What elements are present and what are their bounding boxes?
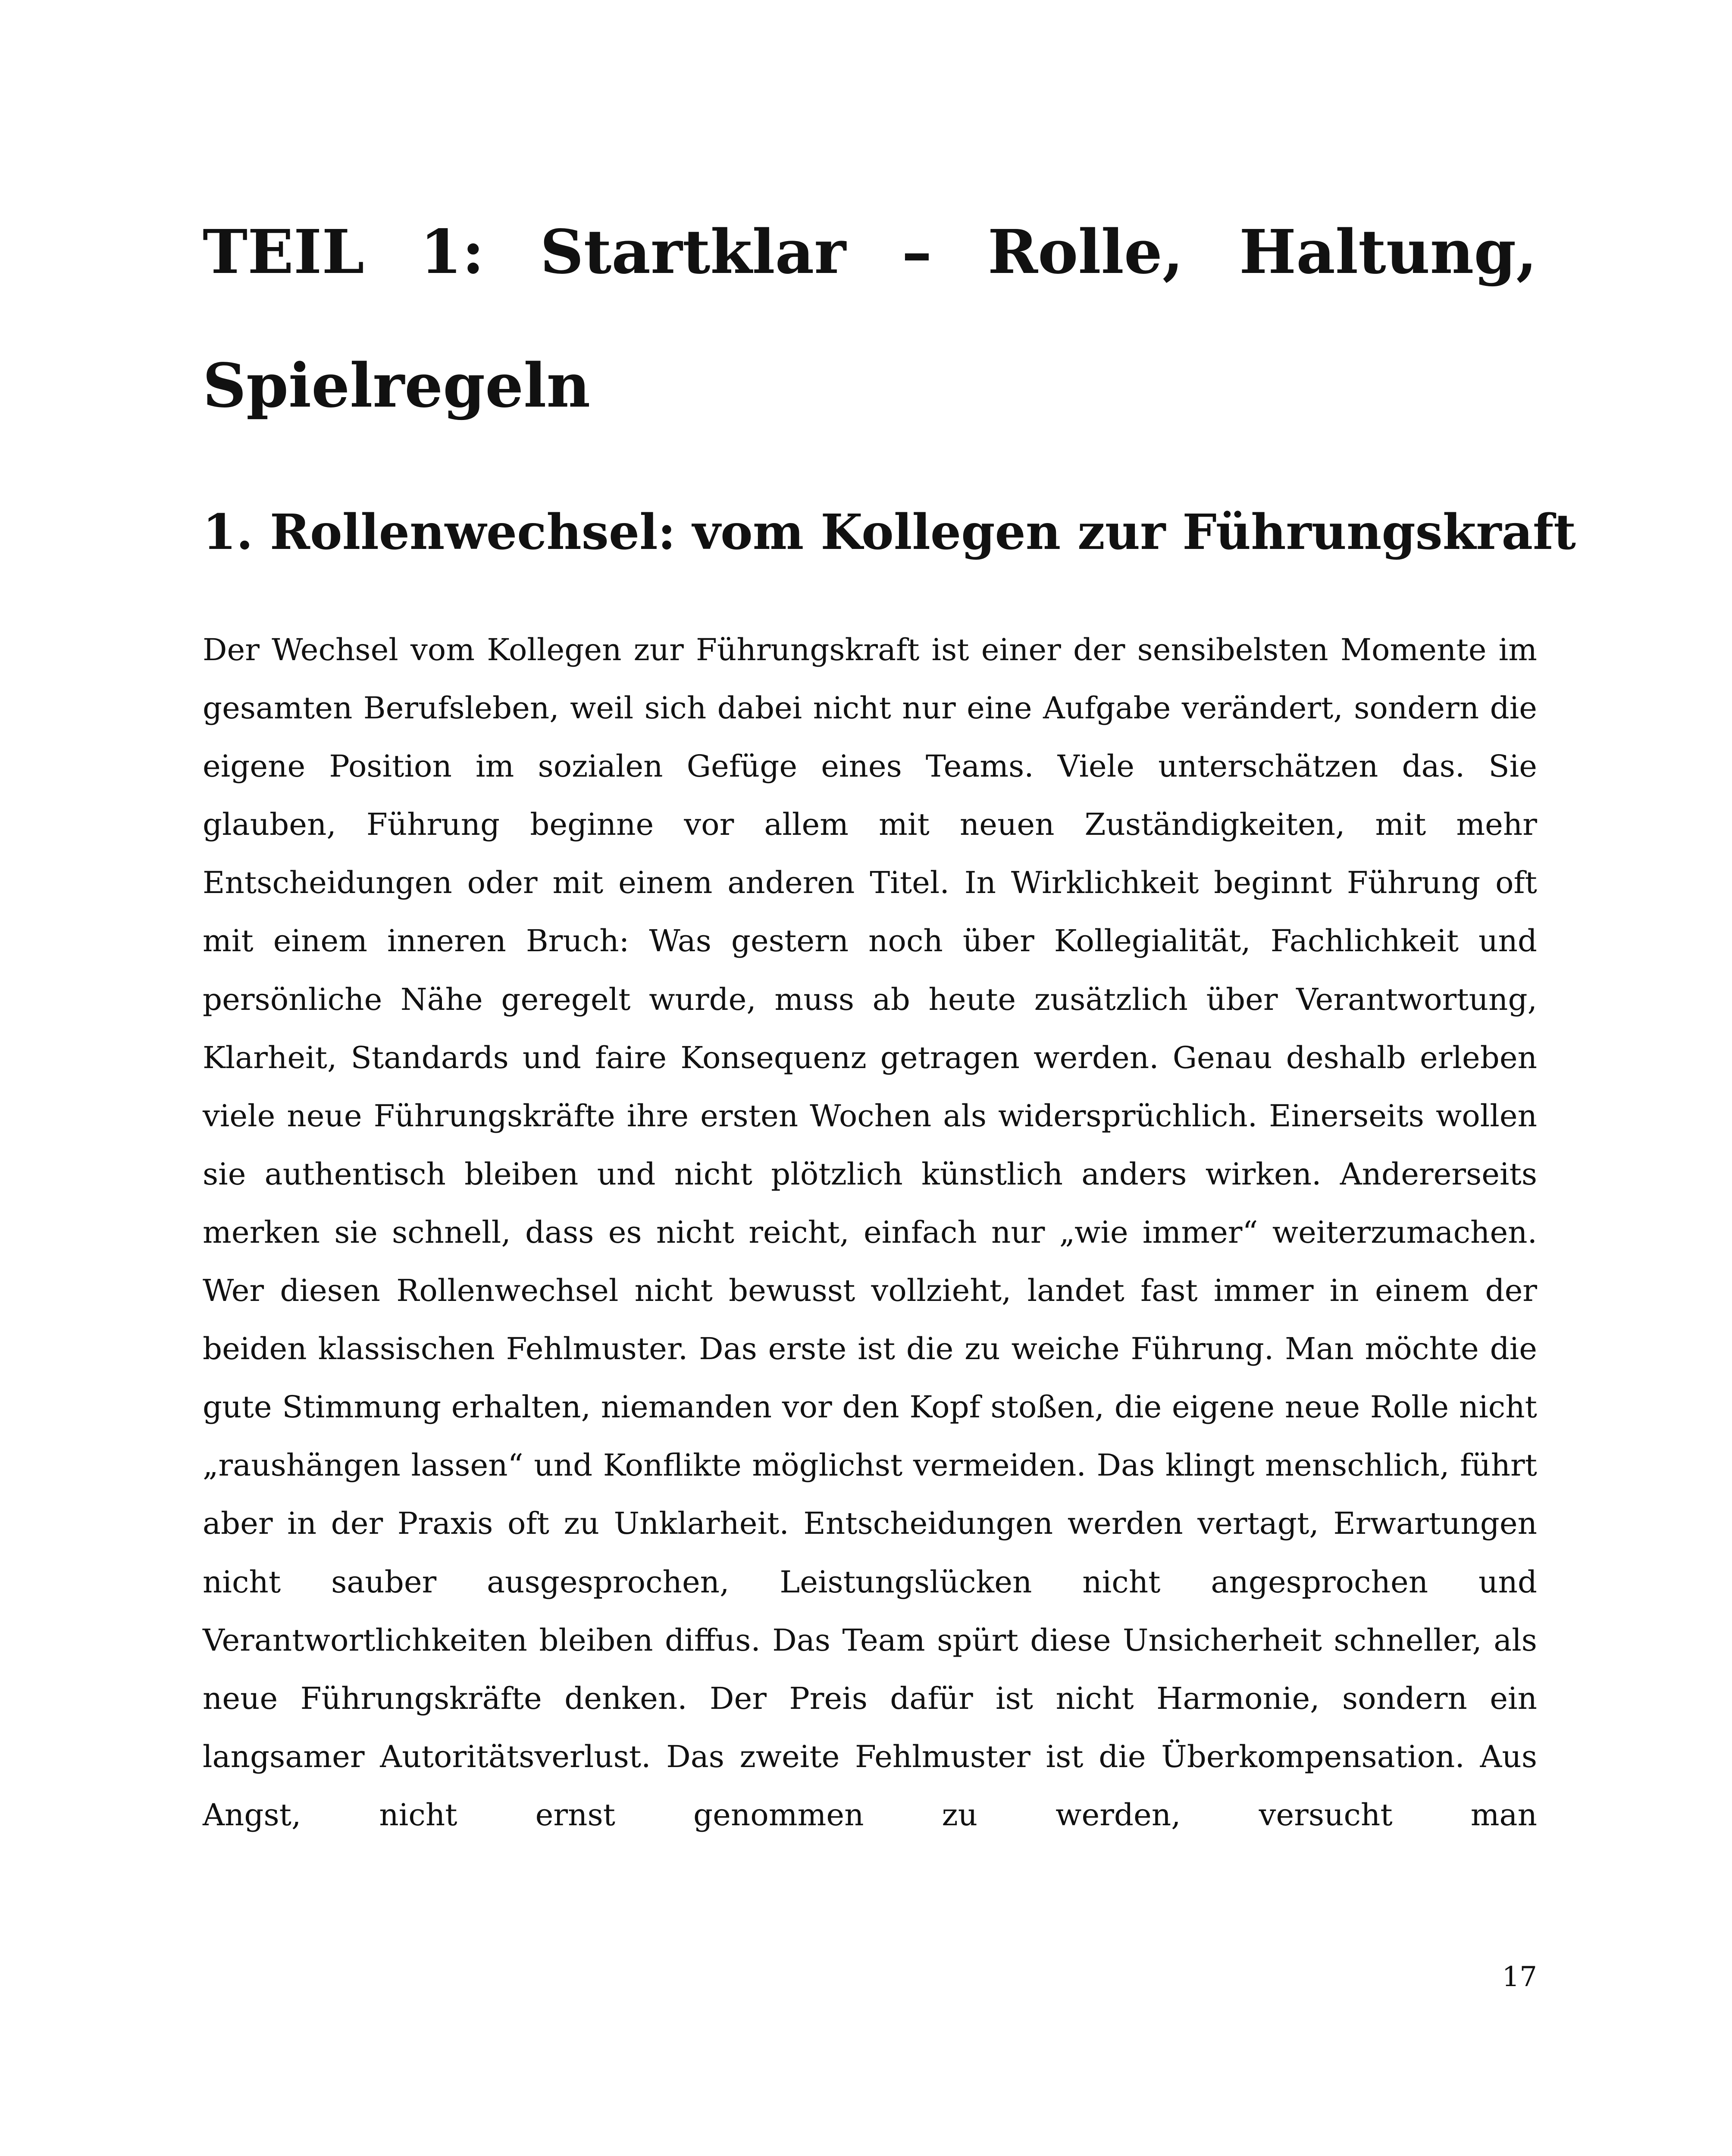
chapter-title: 1. Rollenwechsel: vom Kollegen zur Führungskraft [203, 504, 1576, 561]
body-paragraph: Der Wechsel vom Kollegen zur Führungskraft ist einer der sensibelsten Momente im gesamten Berufsleben, weil sich dabei nicht nur eine Aufgabe verändert, sondern die eigene Position im sozialen Gefüge eines Teams. Viele unterschätzen das. Sie glauben, Führung beginne vor allem mit neuen Zuständigkeiten, mit mehr Entscheidungen oder mit einem anderen Titel. In Wirklichkeit beginnt Führung oft mit einem inneren Bruch: Was gestern noch über Kollegialität, Fachlichkeit und persönliche Nähe geregelt wurde, muss ab heute zusätzlich über Verantwortung, Klarheit, Standards und faire Konsequenz getragen werden. Genau deshalb erleben viele neue Führungskräfte ihre ersten Wochen als widersprüchlich. Einerseits wollen sie authentisch bleiben und nicht plötzlich künstlich anders wirken. Andererseits merken sie schnell, dass es nicht reicht, einfach nur „wie immer“ weiterzumachen. Wer diesen Rollenwechsel nicht bewusst vollzieht, landet fast immer in einem der beiden klassischen Fehlmuster. Das erste ist die zu weiche Führung. Man möchte die gute Stimmung erhalten, niemanden vor den Kopf stoßen, die eigene neue Rolle nicht „raushängen lassen“ und Konflikte möglichst vermeiden. Das klingt menschlich, führt aber in der Praxis oft zu Unklarheit. Entscheidungen werden vertagt, Erwartungen nicht sauber ausgesprochen, Leistungslücken nicht angesprochen und Verantwortlichkeiten bleiben diffus. Das Team spürt diese Unsicherheit schneller, als neue Führungskräfte denken. Der Preis dafür ist nicht Harmonie, sondern ein langsamer Autoritätsverlust. Das zweite Fehlmuster ist die Überkompensation. Aus Angst, nicht ernst genommen zu werden, versucht man [203, 632, 1537, 1833]
part-title: TEIL 1: Startklar – Rolle, Haltung, Spielregeln [203, 217, 1537, 421]
page-number: 17 [1502, 1961, 1537, 1993]
